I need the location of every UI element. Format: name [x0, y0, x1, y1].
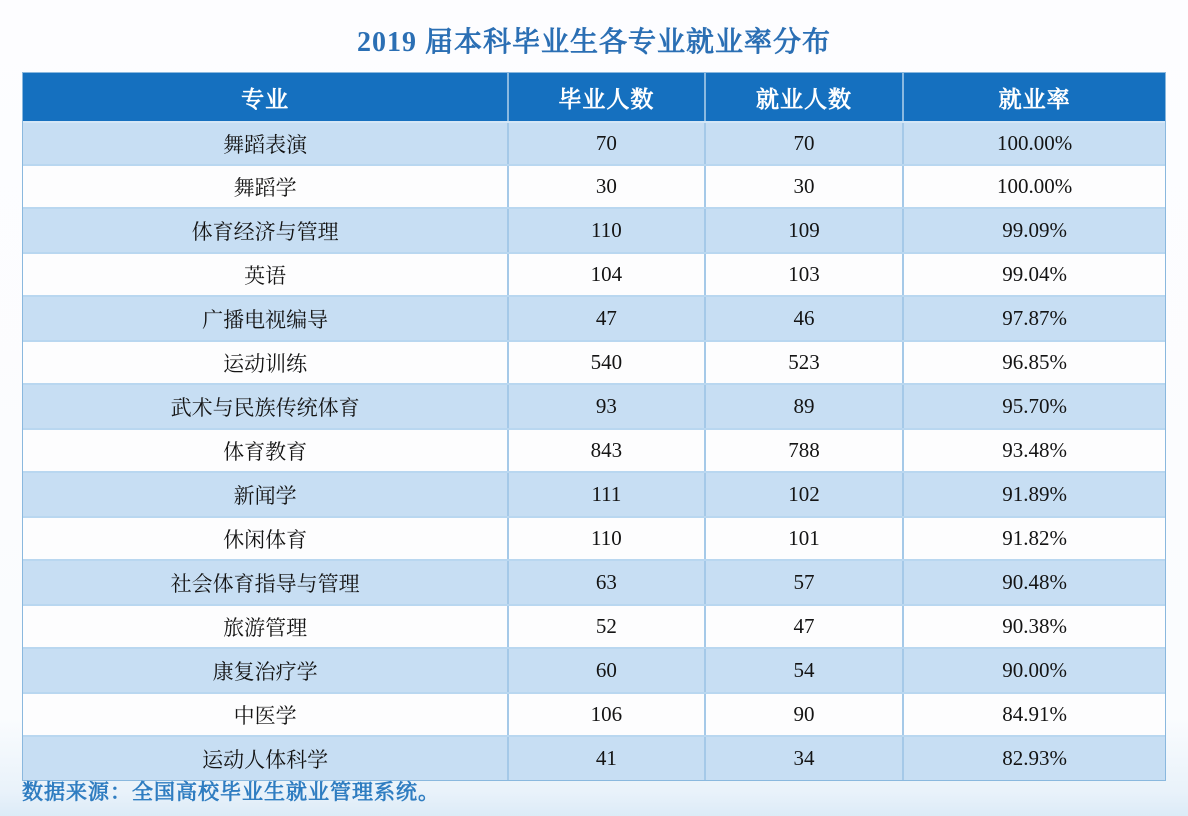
cell-employed: 46 [704, 297, 903, 340]
cell-graduates: 52 [507, 606, 703, 647]
cell-rate: 93.48% [902, 430, 1165, 471]
table-row [23, 121, 1165, 164]
cell-graduates: 106 [507, 694, 703, 735]
table-row [23, 473, 1165, 516]
header-cell-employed: 就业人数 [704, 73, 903, 121]
cell-graduates: 41 [507, 737, 703, 780]
cell-employed: 101 [704, 518, 903, 559]
page-title: 2019 届本科毕业生各专业就业率分布 [356, 27, 831, 58]
cell-major: 旅游管理 [223, 615, 308, 640]
table-row [23, 252, 1165, 297]
cell-major: 英语 [244, 263, 287, 288]
cell-graduates: 70 [507, 123, 703, 164]
cell-rate: 99.04% [902, 254, 1165, 295]
cell-major: 广播电视编导 [202, 307, 329, 332]
cell-employed: 102 [704, 473, 903, 516]
table-row [23, 385, 1165, 428]
cell-major: 运动人体科学 [202, 747, 329, 772]
header-cell-major: 专业 [241, 85, 290, 112]
cell-graduates: 110 [507, 518, 703, 559]
table-row [23, 737, 1165, 780]
cell-rate: 100.00% [902, 123, 1165, 164]
cell-rate: 90.38% [902, 606, 1165, 647]
cell-graduates: 110 [507, 209, 703, 252]
cell-employed: 30 [704, 166, 903, 207]
cell-employed: 54 [704, 649, 903, 692]
cell-employed: 103 [704, 254, 903, 295]
cell-employed: 57 [704, 561, 903, 604]
table-header-row [23, 73, 1165, 121]
cell-rate: 90.00% [902, 649, 1165, 692]
cell-major: 体育经济与管理 [191, 219, 339, 244]
cell-graduates: 104 [507, 254, 703, 295]
header-cell-rate: 就业率 [902, 73, 1165, 121]
table-row [23, 516, 1165, 561]
cell-major: 休闲体育 [223, 527, 308, 552]
table-row [23, 604, 1165, 649]
cell-rate: 91.82% [902, 518, 1165, 559]
cell-employed: 89 [704, 385, 903, 428]
cell-major: 康复治疗学 [212, 659, 318, 684]
cell-major: 舞蹈学 [233, 175, 297, 200]
cell-major: 舞蹈表演 [223, 132, 308, 157]
cell-graduates: 30 [507, 166, 703, 207]
cell-rate: 97.87% [902, 297, 1165, 340]
cell-rate: 96.85% [902, 342, 1165, 383]
table-row [23, 340, 1165, 385]
cell-major: 武术与民族传统体育 [170, 395, 360, 420]
table-row [23, 692, 1165, 737]
cell-rate: 99.09% [902, 209, 1165, 252]
cell-major: 运动训练 [223, 351, 308, 376]
cell-graduates: 540 [507, 342, 703, 383]
cell-employed: 90 [704, 694, 903, 735]
cell-rate: 82.93% [902, 737, 1165, 780]
cell-major: 体育教育 [223, 439, 308, 464]
cell-major: 新闻学 [233, 483, 297, 508]
cell-employed: 109 [704, 209, 903, 252]
cell-graduates: 93 [507, 385, 703, 428]
cell-employed: 523 [704, 342, 903, 383]
data-source-note: 数据来源：全国高校毕业生就业管理系统。 [22, 781, 440, 804]
cell-graduates: 111 [507, 473, 703, 516]
header-cell-graduates: 毕业人数 [507, 73, 703, 121]
cell-graduates: 63 [507, 561, 703, 604]
cell-employed: 788 [704, 430, 903, 471]
cell-graduates: 60 [507, 649, 703, 692]
table-row [23, 561, 1165, 604]
cell-employed: 34 [704, 737, 903, 780]
cell-employed: 47 [704, 606, 903, 647]
cell-rate: 100.00% [902, 166, 1165, 207]
cell-rate: 91.89% [902, 473, 1165, 516]
cell-employed: 70 [704, 123, 903, 164]
cell-major: 中医学 [233, 703, 297, 728]
table-row [23, 428, 1165, 473]
table-row [23, 297, 1165, 340]
table-body [23, 121, 1165, 780]
cell-graduates: 843 [507, 430, 703, 471]
cell-rate: 95.70% [902, 385, 1165, 428]
table-row [23, 649, 1165, 692]
cell-major: 社会体育指导与管理 [170, 571, 360, 596]
cell-rate: 84.91% [902, 694, 1165, 735]
table-row [23, 209, 1165, 252]
cell-graduates: 47 [507, 297, 703, 340]
table-row [23, 164, 1165, 209]
employment-rate-table [22, 72, 1166, 781]
cell-rate: 90.48% [902, 561, 1165, 604]
